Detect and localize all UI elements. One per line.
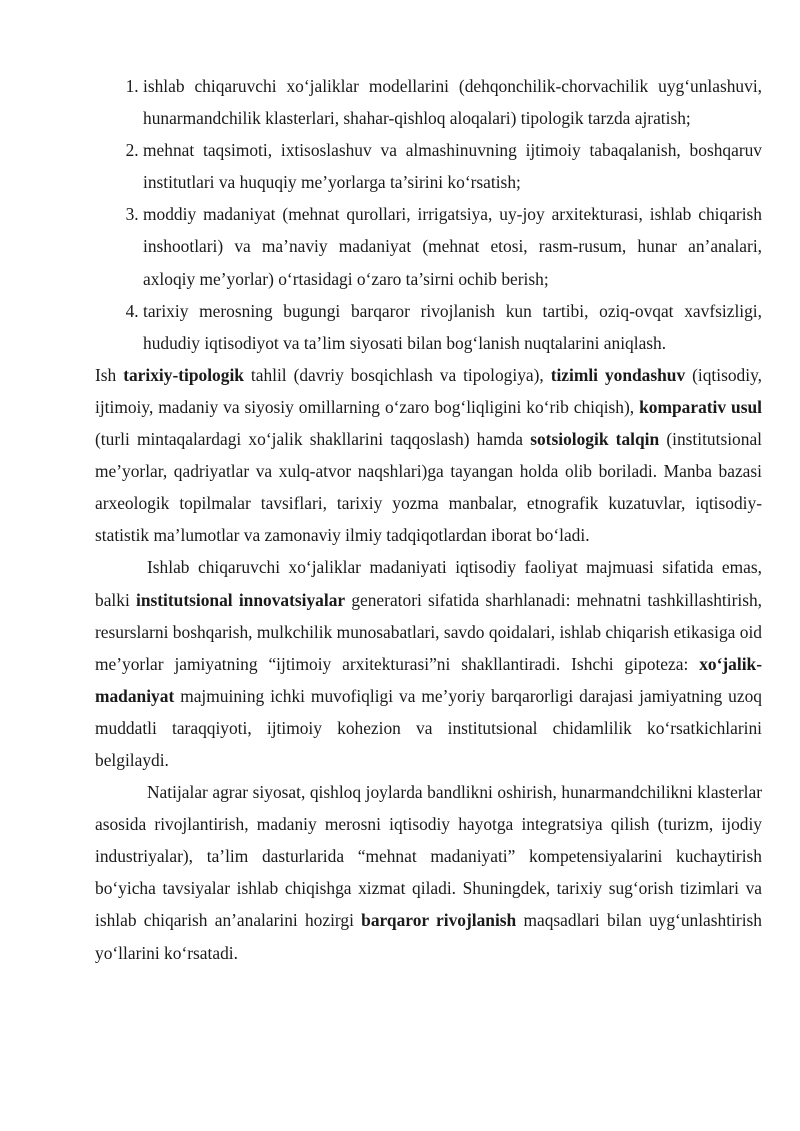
list-item: 3. moddiy madaniyat (mehnat qurollari, irrigatsiya, uy-joy arxitekturasi, ishlab chiqarish inshootlari) va ma’naviy madaniyat (mehnat etosi, rasm-rusum, hunar an’analari, axloqiy me’yorlar) o‘rtasidagi o‘zaro ta’sirni ochib berish; (143, 198, 762, 294)
bold-term: tizimli yondashuv (550, 364, 686, 385)
text-run: Ishlab chiqaruvchi xo‘jaliklar madaniyati iqtisodiy faoliyat majmuasi sifatida emas, balki (95, 557, 762, 610)
text-run: (institutsional me’yorlar, qadriyatlar va xulq-atvor naqshlari)ga tayangan holda olib boriladi. Manba bazasi arxeologik topilmalar tavsiflari, tarixiy yozma manbalar, etnografik kuzatuvlar, iqtisodiy-statistik ma’lumotlar va zamonaviy ilmiy tadqiqotlardan iborat bo‘ladi. (95, 429, 762, 546)
text-run: (turli mintaqalardagi xo‘jalik shakllarini taqqoslash) hamda (95, 429, 531, 450)
methodology-paragraph (95, 359, 762, 552)
list-item: 1. ishlab chiqaruvchi xo‘jaliklar modellarini (dehqonchilik-chorvachilik uyg‘unlashuvi, hunarmandchilik klasterlari, shahar-qishloq aloqalari) tipologik tarzda ajratish; (143, 70, 762, 134)
text-run: (iqtisodiy, ijtimoiy, madaniy va siyosiy omillarning o‘zaro bog‘liqligini ko‘rib chiqish), (95, 364, 762, 417)
document-page (95, 70, 762, 969)
text-run: Natijalar agrar siyosat, qishloq joylarda bandlikni oshirish, hunarmandchilikni klasterlar asosida rivojlantirish, madaniy merosni iqtisodiy hayotga integratsiya qilish (turizm, ijodiy industriyalar), ta’lim dasturlarida “mehnat madaniyati” kompetensiyalarini kuchaytirish bo‘yicha tavsiyalar ishlab chiqishga xizmat qiladi. Shuningdek, tarixiy sug‘orish tizimlari va ishlab chiqarish an’analarini hozirgi (95, 782, 762, 931)
text-run: majmuining ichki muvofiqligi va me’yoriy barqarorligi darajasi jamiyatning uzoq muddatli taraqqiyoti, ijtimoiy kohezion va institutsional chidamlilik ko‘rsatkichlarini belgilaydi. (95, 685, 762, 770)
text-run: maqsadlari bilan uyg‘unlashtirish yo‘llarini ko‘rsatadi. (95, 910, 762, 963)
bold-term: xo‘jalik-madaniyat (95, 653, 762, 706)
bold-term: tarixiy-tipologik (123, 364, 244, 385)
objectives-list (95, 70, 762, 359)
text-run: Ish (95, 364, 124, 385)
bold-term: institutsional innovatsiyalar (135, 589, 346, 610)
text-run: generatori sifatida sharhlanadi: mehnatni tashkillashtirish, resurslarni boshqarish, mulkchilik munosabatlari, savdo qoidalari, ishlab chiqarish etikasiga oid me’yorlar jamiyatning “ijtimoiy arxitekturasi”ni shakllantiradi. Ishchi gipoteza: (95, 589, 763, 674)
hypothesis-paragraph (95, 551, 762, 776)
bold-term: komparativ usul (639, 396, 763, 417)
bold-term: barqaror rivojlanish (361, 910, 517, 931)
list-item: 4. tarixiy merosning bugungi barqaror rivojlanish kun tartibi, oziq-ovqat xavfsizligi, hududiy iqtisodiyot va ta’lim siyosati bilan bog‘lanish nuqtalarini aniqlash. (143, 295, 762, 359)
list-item: 2. mehnat taqsimoti, ixtisoslashuv va almashinuvning ijtimoiy tabaqalanish, boshqaruv institutlari va huquqiy me’yorlarga ta’sirini ko‘rsatish; (143, 134, 762, 198)
results-paragraph (95, 776, 762, 969)
bold-term: sotsiologik talqin (530, 429, 660, 450)
text-run: tahlil (davriy bosqichlash va tipologiya), (243, 364, 551, 385)
